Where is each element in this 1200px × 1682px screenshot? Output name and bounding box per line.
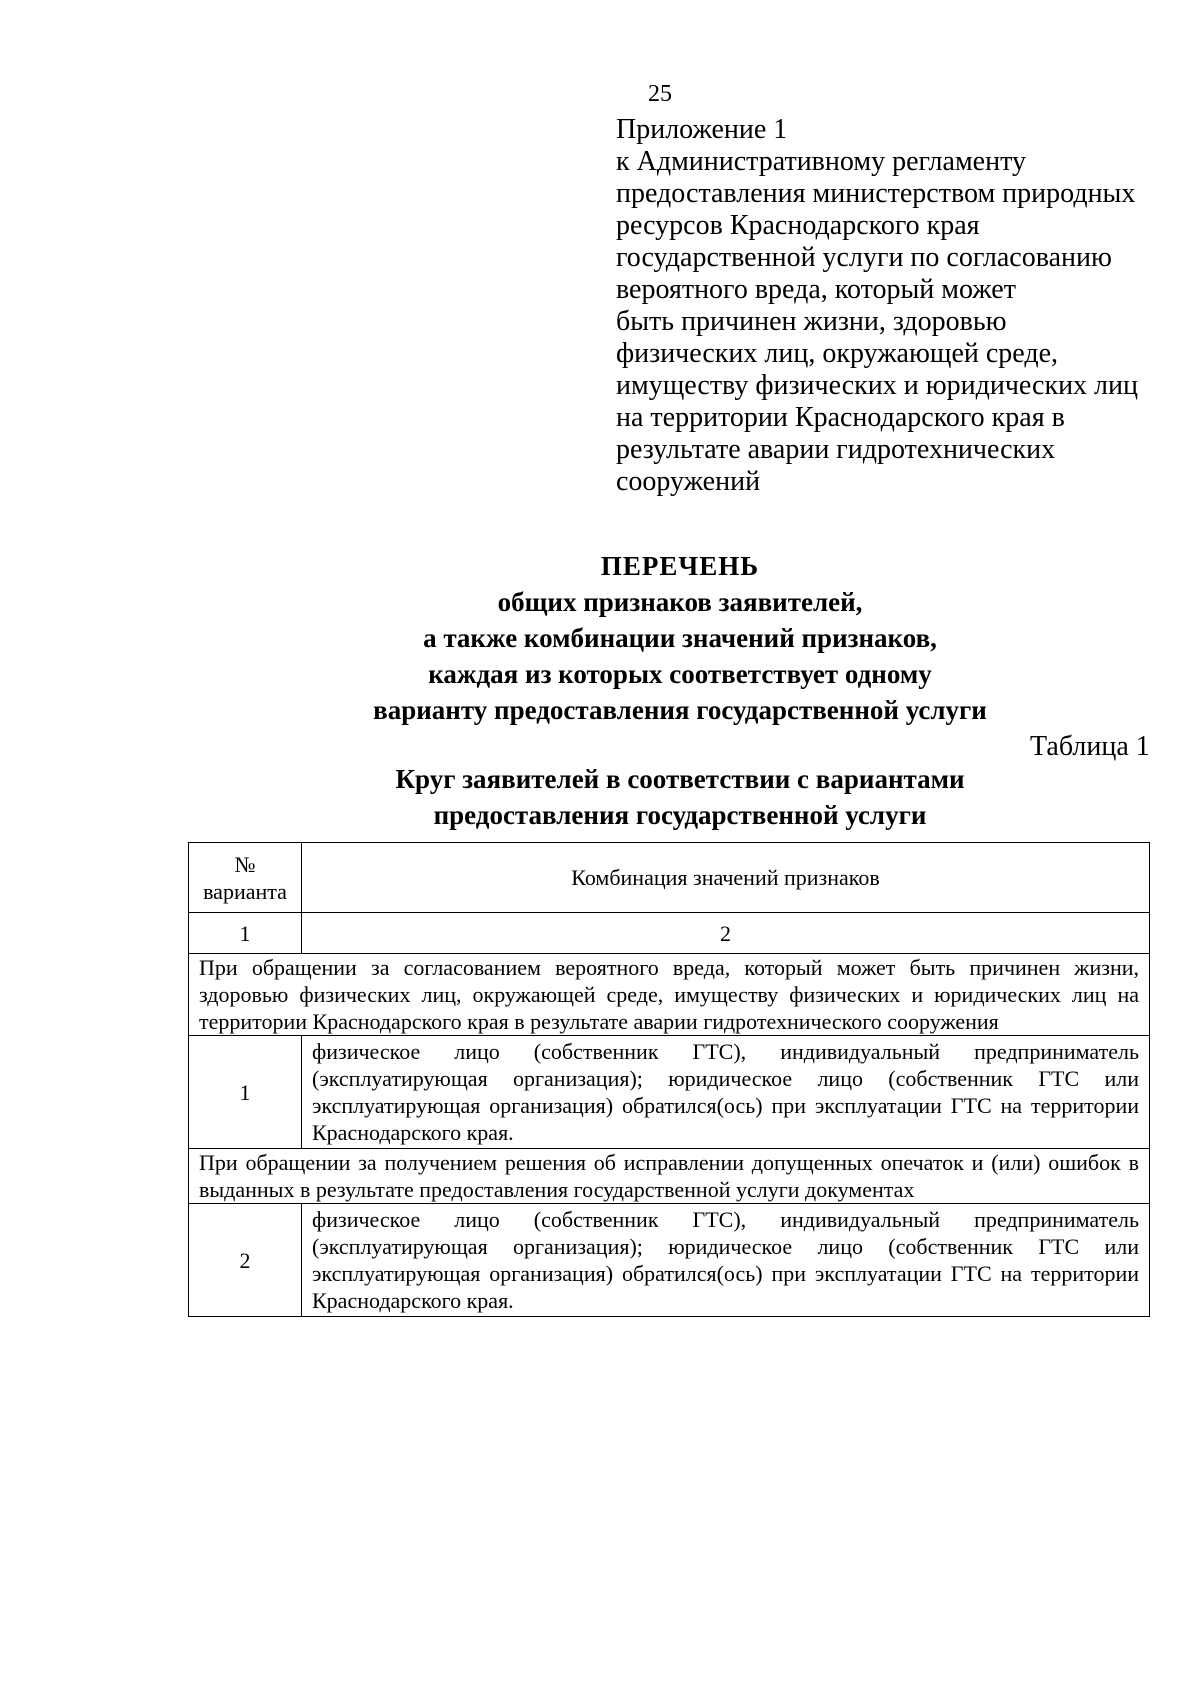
variant-row xyxy=(189,1036,1150,1149)
heading-line: общих признаков заявителей, xyxy=(497,587,863,617)
variant-row xyxy=(189,1204,1150,1317)
heading-line: каждая из которых соответствует одному xyxy=(428,659,932,689)
section-text: При обращении за получением решения об исправлении допущенных опечаток и (или) ошибок в выданных в результате предоставления государственной услуги документах xyxy=(189,1149,1150,1204)
variant-description: физическое лицо (собственник ГТС), индивидуальный предприниматель (эксплуатирующая организация); юридическое лицо (собственник ГТС или эксплуатирующая организация) обратился(ось) при эксплуатации ГТС на территории Краснодарского края. xyxy=(302,1036,1150,1149)
section-text: При обращении за согласованием вероятного вреда, который может быть причинен жизни, здоровью физических лиц, окружающей среде, имуществу физических и юридических лиц на территории Краснодарского края в результате аварии гидротехнического сооружения xyxy=(189,954,1150,1036)
appendix-line: результате аварии гидротехнических xyxy=(616,434,1056,465)
document-heading xyxy=(330,548,1030,728)
variant-number: 1 xyxy=(189,1036,302,1149)
appendix-block xyxy=(616,114,1176,498)
appendix-line: к Административному регламенту xyxy=(616,146,1026,177)
table-title-line: предоставления государственной услуги xyxy=(433,800,927,830)
appendix-line: сооружений xyxy=(616,466,761,497)
variant-number: 2 xyxy=(189,1204,302,1317)
header-num-sign: № xyxy=(234,851,256,877)
section-row xyxy=(189,1149,1150,1204)
section-row xyxy=(189,954,1150,1036)
index-cell-1: 1 xyxy=(189,913,302,954)
appendix-line: быть причинен жизни, здоровью xyxy=(616,306,1007,337)
table-index-row xyxy=(189,913,1150,954)
appendix-line: ресурсов Краснодарского края xyxy=(616,210,980,241)
appendix-line: вероятного вреда, который может xyxy=(616,274,1016,305)
header-num-word: варианта xyxy=(203,878,287,904)
table-header-row xyxy=(189,843,1150,913)
appendix-line: Приложение 1 xyxy=(616,114,788,145)
page-number: 25 xyxy=(648,81,672,107)
appendix-line: физических лиц, окружающей среде, xyxy=(616,338,1059,369)
document-title: ПЕРЕЧЕНЬ xyxy=(600,551,760,581)
table-label: Таблица 1 xyxy=(1030,731,1150,762)
heading-line: варианту предоставления государственной услуги xyxy=(373,695,987,725)
appendix-line: государственной услуги по согласованию xyxy=(616,242,1112,273)
applicants-table xyxy=(188,842,1150,1317)
variant-description: физическое лицо (собственник ГТС), индивидуальный предприниматель (эксплуатирующая организация); юридическое лицо (собственник ГТС или эксплуатирующая организация) обратился(ось) при эксплуатации ГТС на территории Краснодарского края. xyxy=(302,1204,1150,1317)
header-combination: Комбинация значений признаков xyxy=(302,843,1150,913)
appendix-line: предоставления министерством природных xyxy=(616,178,1136,209)
index-cell-2: 2 xyxy=(302,913,1150,954)
table-title xyxy=(330,761,1030,833)
table-title-line: Круг заявителей в соответствии с вариантами xyxy=(395,764,965,794)
appendix-line: на территории Краснодарского края в xyxy=(616,402,1065,433)
heading-line: а также комбинации значений признаков, xyxy=(423,623,937,653)
appendix-line: имуществу физических и юридических лиц xyxy=(616,370,1138,401)
header-variant-number xyxy=(189,843,302,913)
